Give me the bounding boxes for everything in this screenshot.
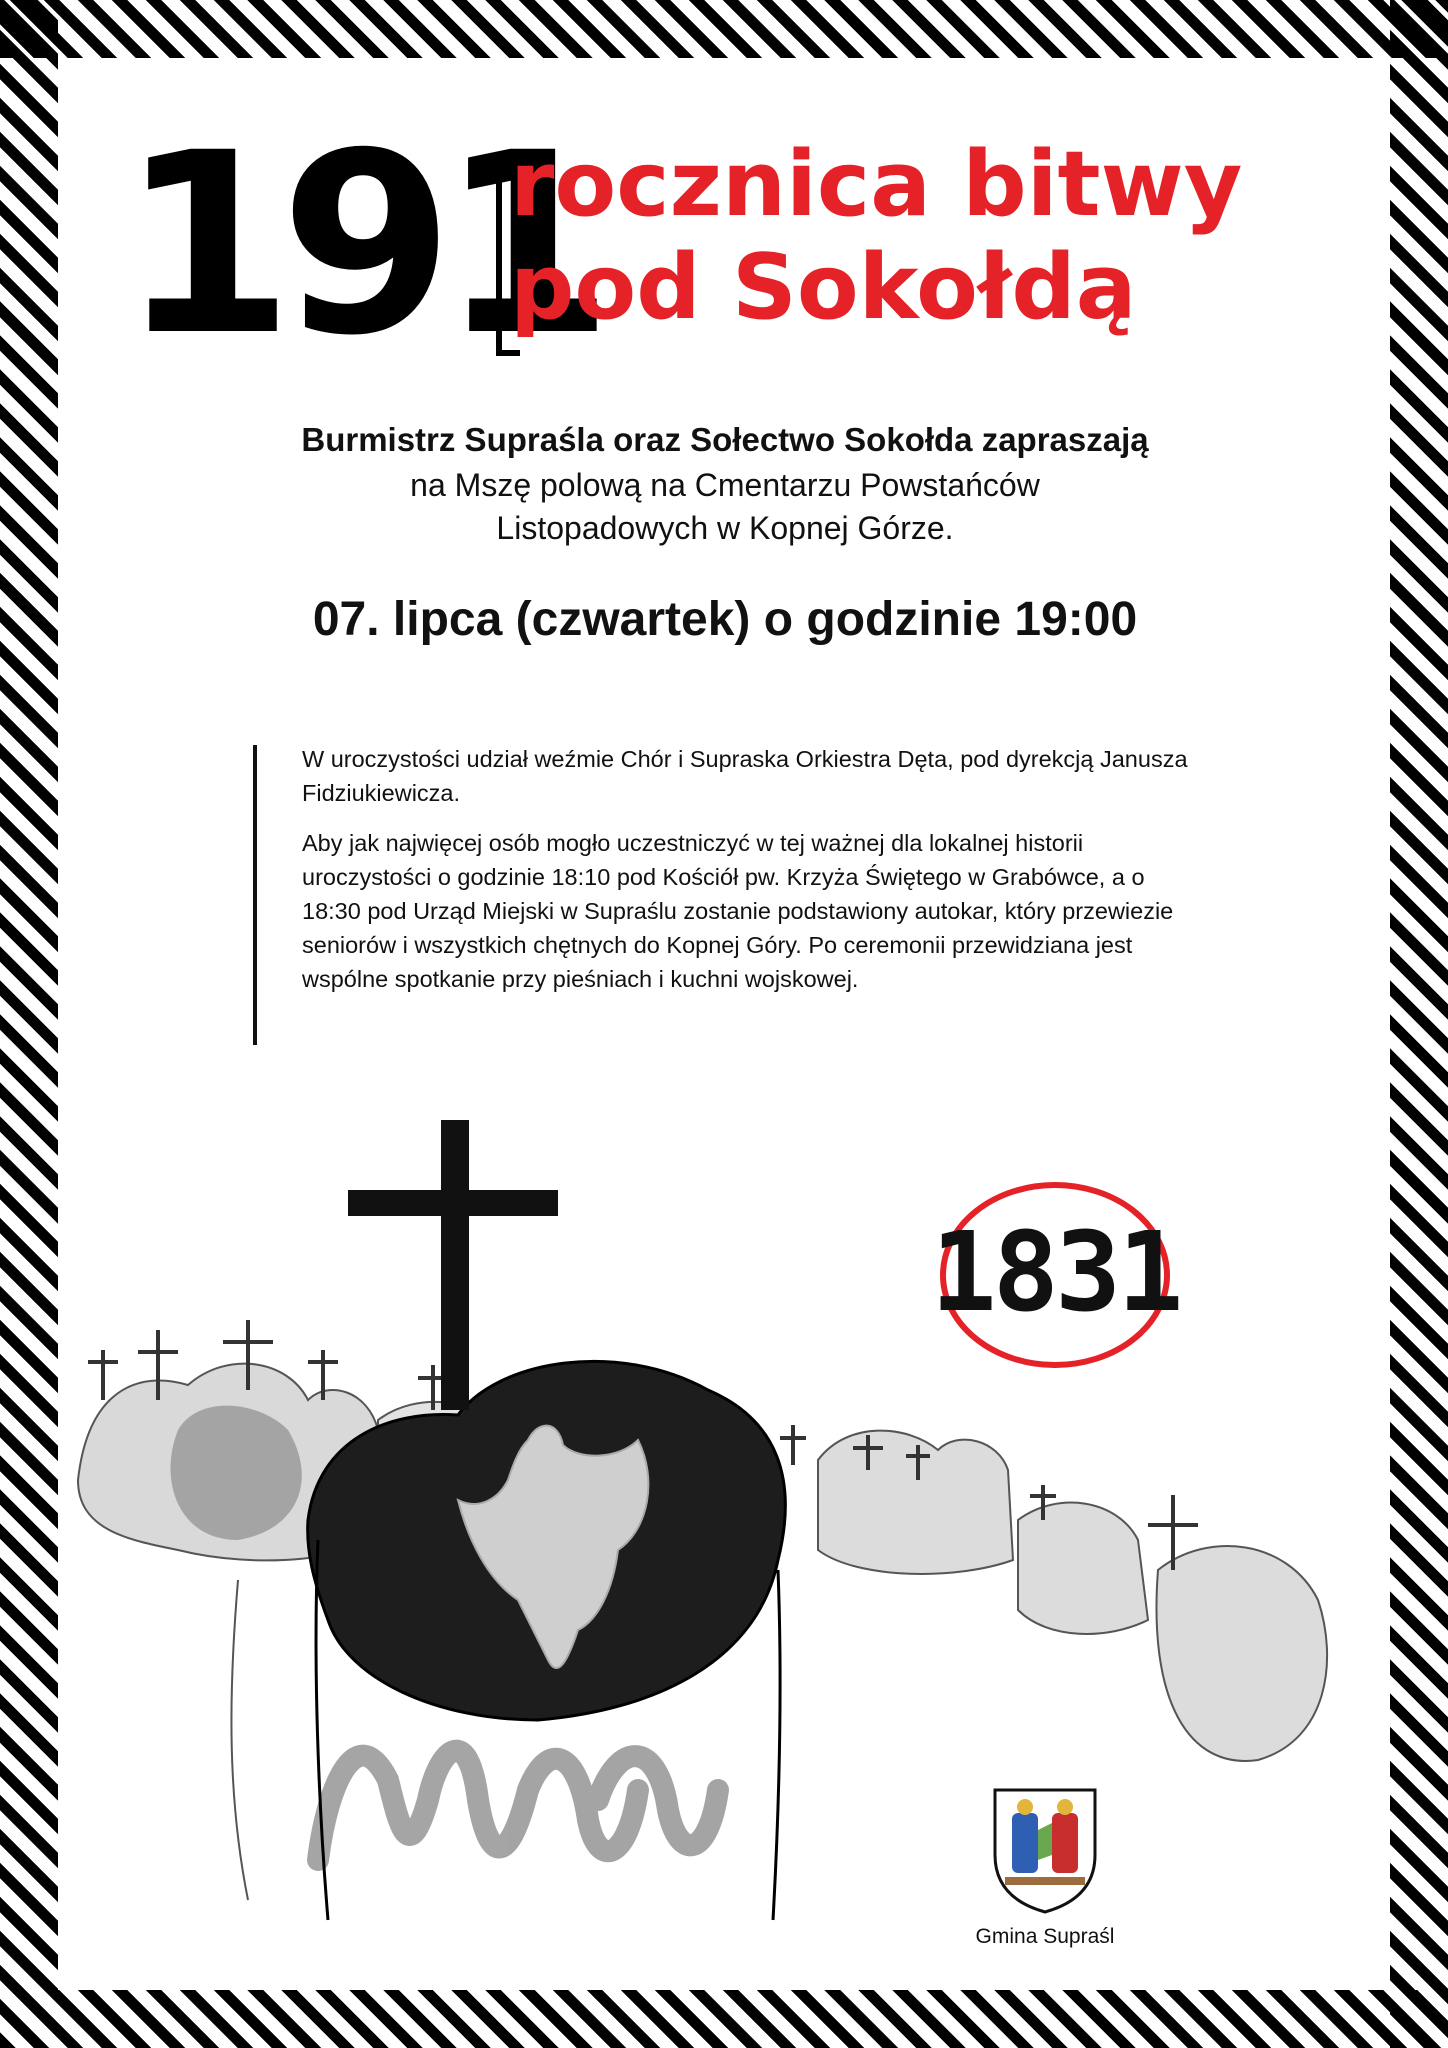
invitation-block bbox=[200, 420, 1250, 550]
coat-of-arms-icon bbox=[990, 1785, 1100, 1915]
details-block bbox=[302, 742, 1202, 1012]
details-side-rule bbox=[253, 745, 257, 1045]
border-stripe-bottom bbox=[0, 1990, 1448, 2048]
municipality-name: Gmina Supraśl bbox=[975, 1925, 1115, 1948]
invitation-text-line-1: na Mszę polową na Cmentarzu Powstańców bbox=[410, 466, 1040, 503]
border-stripe-right bbox=[1390, 0, 1448, 2048]
cemetery-illustration bbox=[58, 1100, 1390, 1980]
border-stripe-left bbox=[0, 0, 58, 2048]
year-label: 1831 bbox=[930, 1208, 1180, 1336]
invitation-text bbox=[200, 464, 1250, 550]
event-date: 07. lipca (czwartek) o godzinie 19:00 bbox=[312, 593, 1138, 646]
details-paragraph-1: W uroczystości udział weźmie Chór i Supraska Orkiestra Dęta, pod dyrekcją Janusza Fidziukiewicza. bbox=[302, 746, 1188, 807]
grave-mound-icon bbox=[818, 1431, 1327, 1761]
invitation-hosts: Burmistrz Supraśla oraz Sołectwo Sokołda zapraszają bbox=[301, 421, 1149, 458]
headline-line-1: rocznica bitwy bbox=[510, 132, 1243, 237]
year-stamp bbox=[930, 1170, 1180, 1380]
border-stripe-top bbox=[0, 0, 1448, 58]
headline-line-2: pod Sokołdą bbox=[510, 235, 1137, 340]
anniversary-number: 191 bbox=[120, 99, 600, 390]
invitation-text-line-2: Listopadowych w Kopnej Górze. bbox=[496, 509, 954, 546]
cross-icon bbox=[348, 1120, 558, 1410]
details-paragraph-2: Aby jak najwięcej osób mogło uczestniczyć w tej ważnej dla lokalnej historii uroczystości o godzinie 18:10 pod Kościół pw. Krzyża Świętego w Grabówce, a o 18:30 pod Urząd Miejski w Supraślu zostanie podstawiony autokar, który przewiezie seniorów i wszystkich chętnych do Kopnej Góry. Po ceremonii przewidziana jest wspólne spotkanie przy pieśniach i kuchni wojskowej. bbox=[302, 830, 1174, 993]
